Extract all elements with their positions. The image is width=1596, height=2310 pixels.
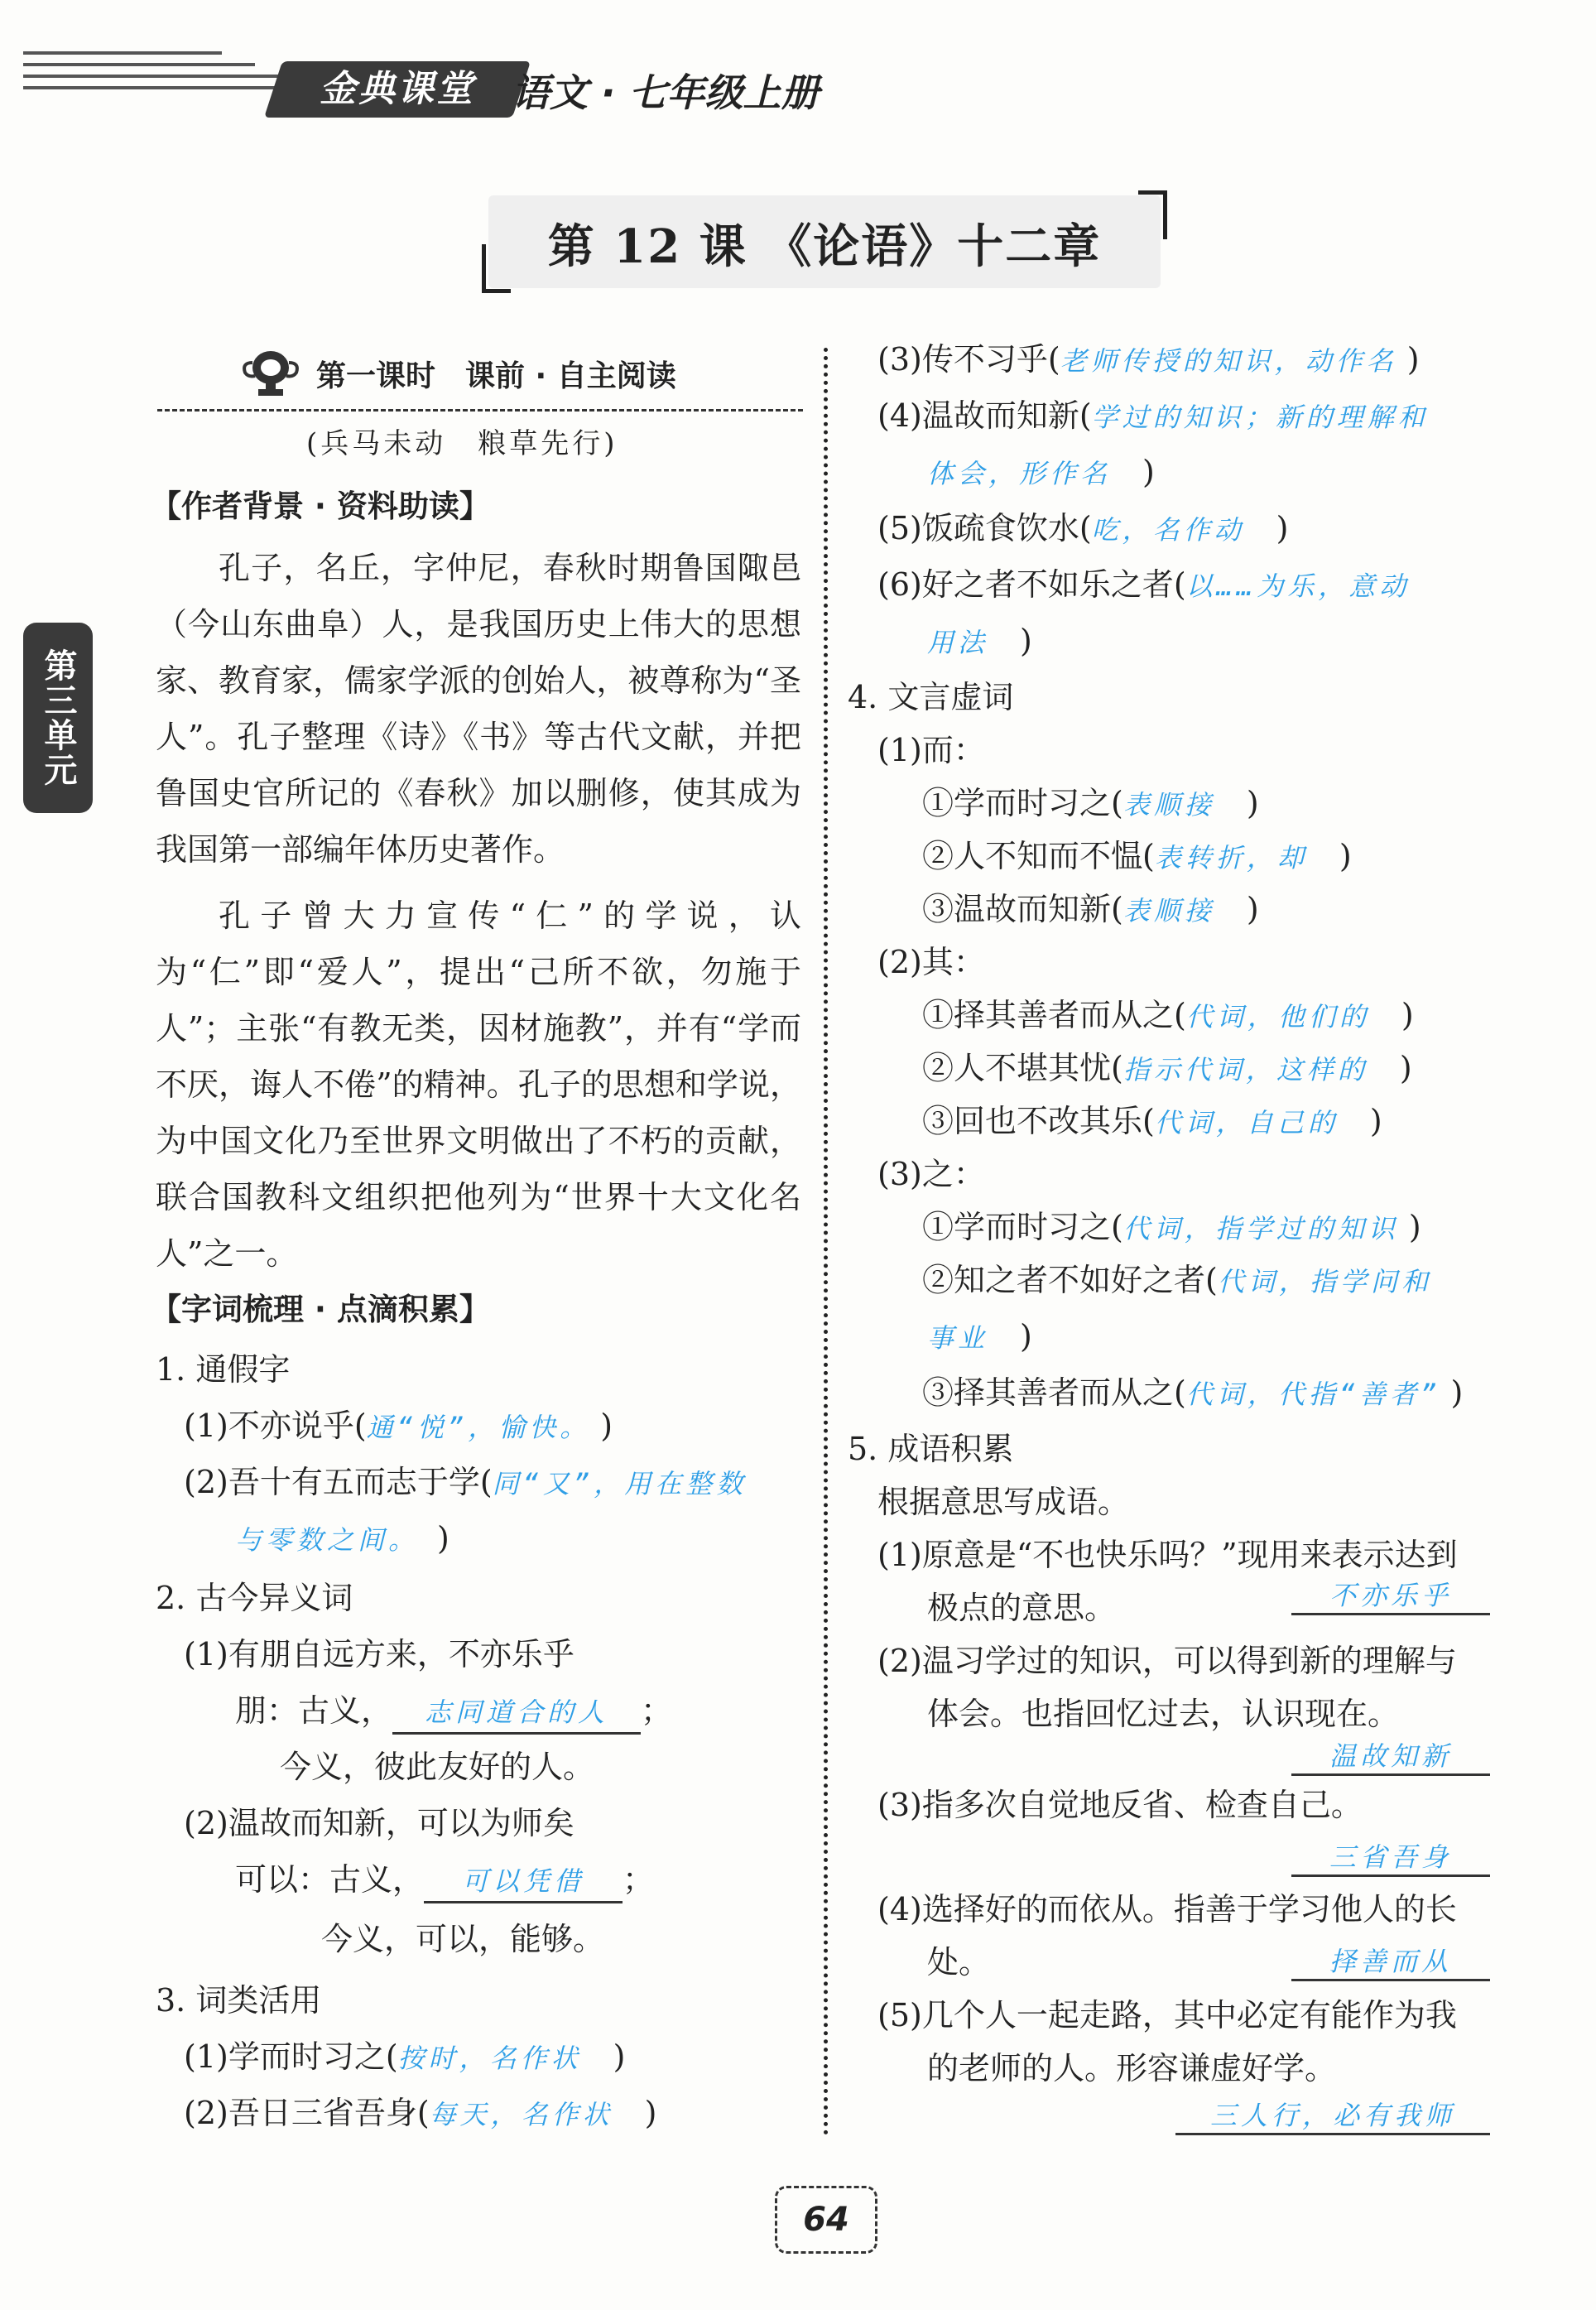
question-line: ②人不堪其忧(指示代词，这样的 )	[922, 1050, 1412, 1086]
idiom-answer-blank	[1175, 2095, 1490, 2135]
brand-logo: 金典课堂	[264, 61, 531, 118]
question-line: ①择其善者而从之(代词，他们的 )	[922, 997, 1414, 1033]
answer-text: 三省吾身	[1329, 1841, 1452, 1873]
question-line: ③温故而知新(表顺接 )	[922, 891, 1259, 927]
question-line: (2)吾十有五而志于学(同“又”，用在整数	[184, 1464, 748, 1500]
answer-text: 以……为乐，意动	[1185, 570, 1411, 602]
question-line: ①学而时习之(代词，指学过的知识 )	[922, 1209, 1421, 1245]
item-heading: 3. 词类活用	[156, 1982, 322, 2019]
lesson-heading-text: 第一课时 课前 · 自主阅读	[316, 359, 676, 393]
question-line: ②知之者不如好之者(代词，指学问和	[922, 1262, 1432, 1298]
dashed-rule	[157, 409, 803, 411]
idiom-definition: (3)指多次自觉地反省、检查自己。	[877, 1787, 1363, 1823]
answer-text: 每天，名作状	[429, 2099, 613, 2130]
question-line: (2)温故而知新，可以为师矣	[184, 1805, 574, 1841]
answer-text: 代词，自己的	[1154, 1107, 1339, 1138]
answer-continuation: 与零数之间。 )	[235, 1520, 449, 1557]
question-line: ③择其善者而从之(代词，代指“善者” )	[922, 1374, 1464, 1411]
answer-text: 学过的知识；新的理解和	[1091, 402, 1429, 433]
idiom-definition: 极点的意思。	[927, 1590, 1117, 1626]
sub-heading: (2)其：	[877, 944, 985, 980]
answer-text: 三人行，必有我师	[1209, 2100, 1455, 2131]
answer-text: 同“又”，用在整数	[492, 1468, 748, 1499]
item-heading: 1. 通假字	[156, 1351, 291, 1388]
unit-side-tab: 第三单元	[23, 623, 93, 813]
section-heading: 【字词梳理 · 点滴积累】	[151, 1292, 490, 1327]
answer-text: 代词，指学问和	[1217, 1266, 1432, 1297]
question-line: (1)不亦说乎(通“悦”，愉快。 )	[184, 1408, 613, 1444]
answer-text: 不亦乐乎	[1329, 1580, 1452, 1611]
answer-text: 可以凭借	[462, 1865, 585, 1897]
item-heading: 5. 成语积累	[848, 1431, 1014, 1467]
idiom-definition: 的老师的人。形容谦虚好学。	[927, 2050, 1337, 2086]
sub-heading: (1)而：	[877, 732, 985, 768]
answer-text: 指示代词，这样的	[1122, 1054, 1368, 1085]
question-line: ②人不知而不愠(表转折，却 )	[922, 838, 1352, 874]
lesson-heading	[240, 348, 676, 399]
static-text: 今义，彼此友好的人。	[280, 1749, 595, 1785]
idiom-definition: (2)温习学过的知识，可以得到新的理解与	[877, 1643, 1457, 1679]
author-paragraph-1: 孔子，名丘，字仲尼，春秋时期鲁国陬邑（今山东曲阜）人，是我国历史上伟大的思想家、教育家，儒家学派的创始人，被尊称为“圣人”。孔子整理《诗》《书》等古代文献，并把鲁国史官所记的《春秋》加以删修，使其成为我国第一部编年体历史著作。	[156, 550, 801, 868]
header-decor-lines	[23, 51, 305, 101]
lesson-title-box	[488, 195, 1161, 288]
idiom-definition: (4)选择好的而依从。指善于学习他人的长	[877, 1891, 1457, 1927]
idiom-definition: (1)原意是“不也快乐吗？”现用来表示达到	[877, 1537, 1458, 1573]
question-line: (6)好之者不如乐之者(以……为乐，意动	[877, 566, 1411, 603]
author-paragraph-2: 孔子曾大力宣传“仁”的学说，认为“仁”即“爱人”，提出“己所不欲，勿施于人”；主张“有教无类，因材施教”，并有“学而不厌，诲人不倦”的精神。孔子的思想和学说，为中国文化乃至世界文明做出了不朽的贡献，联合国教科文组织把他列为“世界十大文化名人”之一。	[156, 898, 801, 1272]
motto: (兵马未动 粮草先行)	[306, 427, 618, 460]
idiom-definition: (5)几个人一起走路，其中必定有能作为我	[877, 1997, 1457, 2033]
answer-text: 通“悦”，愉快。	[366, 1412, 591, 1443]
answer-text: 吃，名作动	[1091, 514, 1245, 546]
answer-text: 温故知新	[1329, 1740, 1452, 1772]
question-line: (5)饭疏食饮水(吃，名作动 )	[877, 510, 1289, 546]
answer-continuation: 用法 )	[927, 623, 1032, 659]
answer-text: 择善而从	[1329, 1946, 1452, 1977]
question-line: (1)学而时习之(按时，名作状 )	[184, 2038, 626, 2075]
sub-heading: (3)之：	[877, 1156, 985, 1192]
answer-text: 表顺接	[1122, 895, 1215, 926]
question-line: (1)有朋自远方来，不亦乐乎	[184, 1636, 574, 1672]
answer-continuation: 体会，形作名 )	[927, 454, 1155, 490]
static-text: 今义，可以，能够。	[321, 1921, 605, 1957]
question-line: (2)吾日三省吾身(每天，名作状 )	[184, 2095, 657, 2131]
answer-text: 代词，代指“善者”	[1185, 1379, 1441, 1410]
idiom-answer-blank	[1291, 1836, 1490, 1877]
answer-text: 按时，名作状	[397, 2043, 582, 2074]
answer-text: 老师传授的知识，动作名	[1060, 345, 1397, 377]
question-line: ③回也不改其乐(代词，自己的 )	[922, 1103, 1382, 1139]
question-line: 可以：古义， 可以凭借 ；	[235, 1860, 654, 1903]
idiom-answer-blank	[1291, 1575, 1490, 1615]
idiom-answer-blank	[1291, 1941, 1490, 1981]
lesson-title: 第 12 课 《论语》十二章	[547, 219, 1102, 274]
answer-text: 代词，他们的	[1185, 1001, 1370, 1032]
idiom-definition: 处。	[927, 1944, 991, 1980]
answer-text: 表顺接	[1122, 789, 1215, 821]
item-heading: 2. 古今异义词	[156, 1580, 353, 1616]
question-line: 朋：古义， 志同道合的人 ；	[235, 1691, 672, 1735]
question-line: (3)传不习乎(老师传授的知识，动作名 )	[877, 341, 1420, 378]
answer-text: 表转折，却	[1154, 842, 1308, 873]
question-line: ①学而时习之(表顺接 )	[922, 785, 1259, 821]
answer-text: 代词，指学过的知识	[1122, 1213, 1399, 1244]
column-divider	[824, 348, 828, 2136]
answer-text: 志同道合的人	[425, 1696, 609, 1728]
answer-continuation: 事业 )	[927, 1318, 1032, 1355]
item-heading: 4. 文言虚词	[848, 679, 1014, 715]
subject-title: 语文 · 七年级上册	[512, 70, 820, 115]
idiom-answer-blank	[1291, 1735, 1490, 1776]
instruction-text: 根据意思写成语。	[877, 1484, 1130, 1520]
section-heading: 【作者背景 · 资料助读】	[151, 488, 490, 524]
trophy-icon	[240, 348, 301, 399]
idiom-definition: 体会。也指回忆过去，认识现在。	[927, 1696, 1400, 1732]
page-number: 64	[775, 2186, 877, 2254]
question-line: (4)温故而知新(学过的知识；新的理解和	[877, 397, 1429, 434]
